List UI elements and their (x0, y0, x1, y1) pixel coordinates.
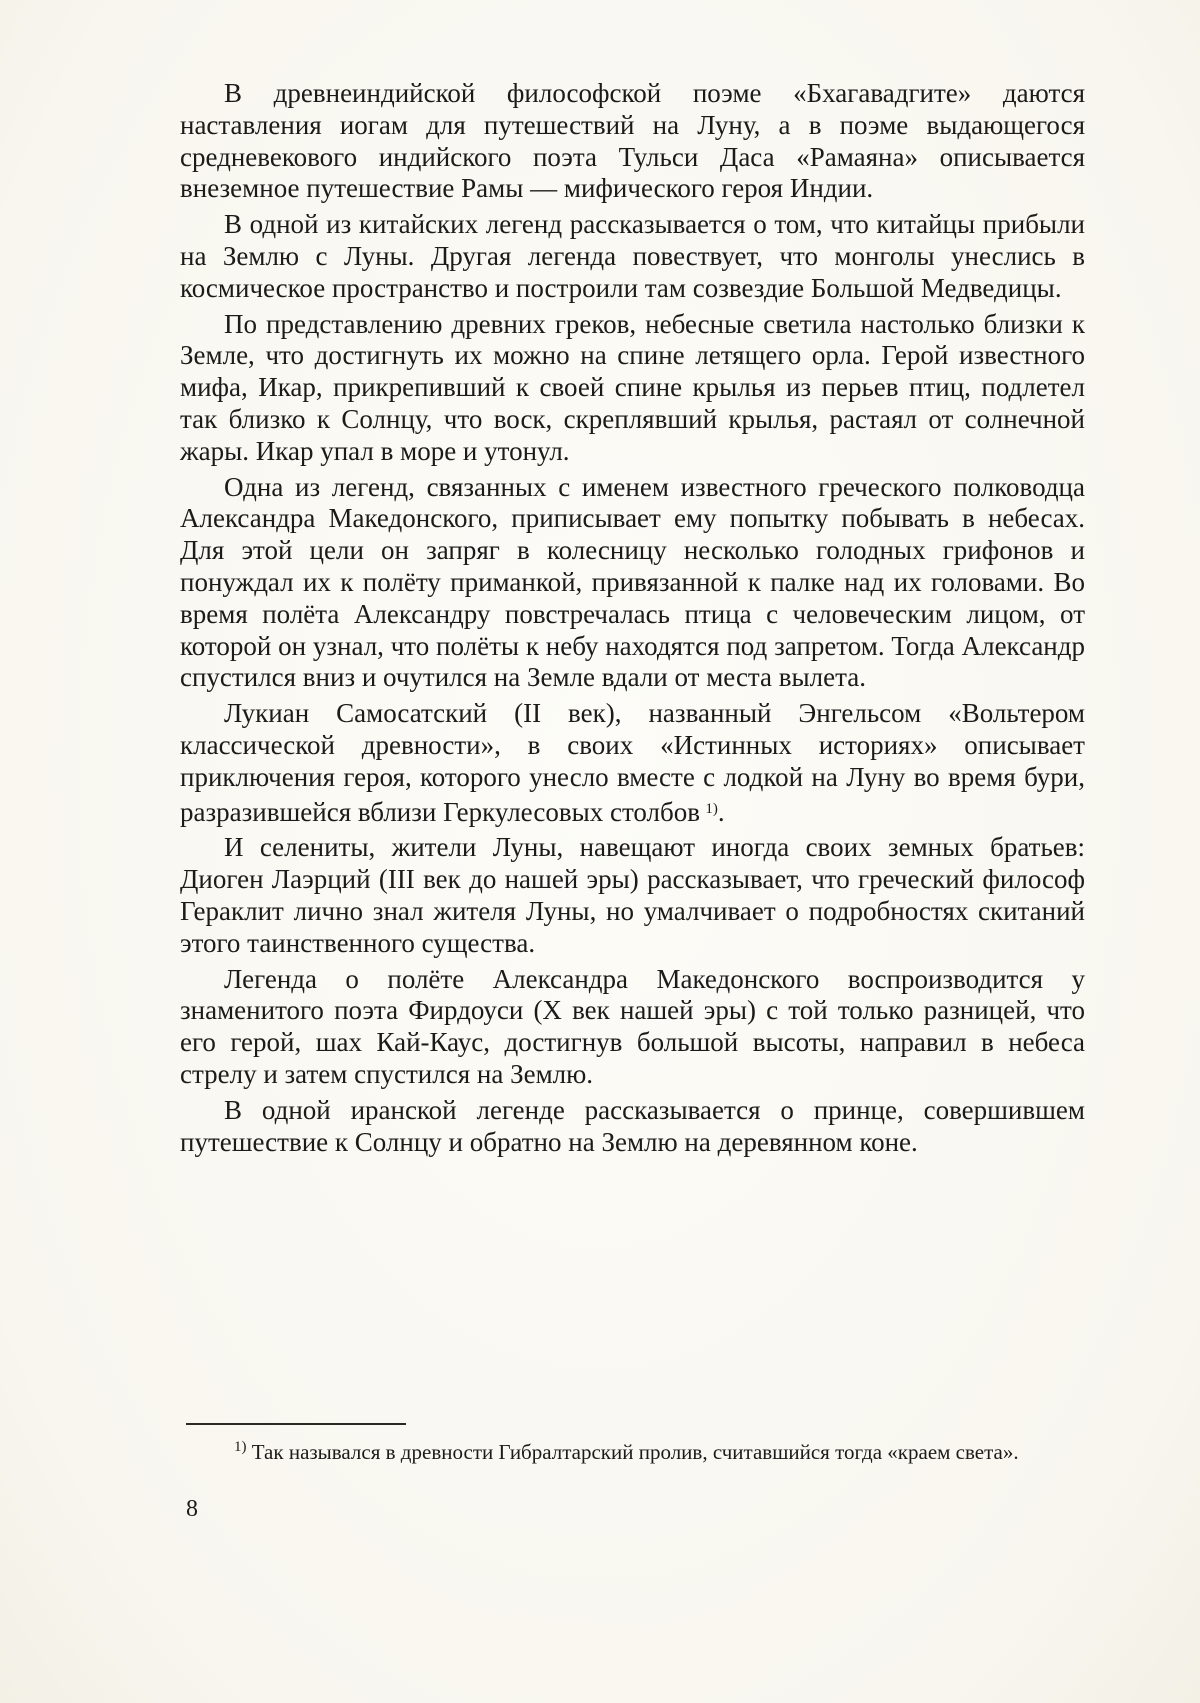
paragraph-chinese-legend: В одной из китайских легенд рассказывается о том, что китайцы прибыли на Землю с Луны. Другая легенда повествует, что монголы унеслись в космическое пространство и построили там созвездие Большой Медведицы. (180, 209, 1085, 303)
footnote-marker: 1) (234, 1439, 247, 1455)
footnote-reference: 1) (705, 800, 718, 817)
footnote-text: Так назывался в древности Гибралтарский пролив, считавшийся тогда «краем света». (246, 1440, 1019, 1464)
paragraph-iranian-legend: В одной иранской легенде рассказывается о принце, совершившем путешествие к Солнцу и обратно на Землю на деревянном коне. (180, 1094, 1085, 1157)
paragraph-greek-icarus: По представлению древних греков, небесные светила настолько близки к Земле, что достигнуть их можно на спине летящего орла. Герой известного мифа, Икар, прикрепивший к своей спине крылья из перьев птиц, подлетел так близко к Солнцу, что воск, скреплявший крылья, растаял от солнечной жары. Икар упал в море и утонул. (180, 308, 1085, 466)
footnote (186, 1434, 1085, 1465)
footnote-reference-trailing: . (717, 796, 725, 827)
paragraph-firdousi: Легенда о полёте Александра Македонского воспроизводится у знаменитого поэта Фирдоуси (X век нашей эры) с той только разницей, что его герой, шах Кай-Каус, достигнув большой высоты, направил в небеса стрелу и затем спустился на Землю. (180, 963, 1085, 1089)
paragraph-bhagavadgita: В древнеиндийской философской поэме «Бхагавадгите» даются наставления иогам для путешествий на Луну, а в поэме выдающегося средневекового индийского поэта Тульси Даса «Рамаяна» описывается внеземное путешествие Рамы — мифического героя Индии. (180, 78, 1085, 204)
paragraph-selenites: И селениты, жители Луны, навещают иногда своих земных братьев: Диоген Лаэрций (III век до нашей эры) рассказывает, что греческий философ Гераклит лично знал жителя Луны, но умалчивает о подробностях скитаний этого таинственного существа. (180, 832, 1085, 958)
footnote-divider (186, 1423, 406, 1425)
body-text (180, 78, 1085, 1162)
paragraph-alexander: Одна из легенд, связанных с именем известного греческого полководца Александра Македонского, приписывает ему попытку побывать в небесах. Для этой цели он запряг в колесницу несколько голодных грифонов и понуждал их к полёту приманкой, привязанной к палке над их головами. Во время полёта Александру повстречалась птица с человеческим лицом, от которой он узнал, что полёты к небу находятся под запретом. Тогда Александр спустился вниз и очутился на Земле вдали от места вылета. (180, 471, 1085, 693)
page-number: 8 (186, 1496, 198, 1522)
paragraph-lucian-text: Лукиан Самосатский (II век), названный Энгельсом «Вольтером классической древности», в своих «Истинных историях» описывает приключения героя, которого унесло вместе с лодкой на Луну во время бури, разразившейся вблизи Геркулесовых столбов (180, 698, 1085, 827)
paragraph-lucian (180, 698, 1085, 828)
